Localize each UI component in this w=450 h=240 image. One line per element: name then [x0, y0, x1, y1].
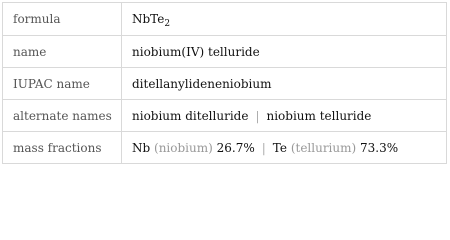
element-symbol: Te — [272, 140, 287, 155]
separator: | — [255, 108, 260, 123]
iupac-name-value: ditellanylideneniobium — [122, 68, 447, 100]
row-label: IUPAC name — [3, 68, 122, 100]
element-name: (tellurium) — [290, 140, 357, 155]
formula-base: NbTe — [132, 12, 165, 26]
element-symbol: Nb — [132, 140, 151, 155]
formula-value — [122, 3, 447, 36]
mass-percent: 73.3% — [360, 140, 399, 155]
row-label: formula — [3, 3, 122, 36]
table-row-iupac-name — [3, 68, 447, 100]
properties-table — [2, 2, 447, 164]
element-name: (niobium) — [154, 140, 213, 155]
table-row-name — [3, 36, 447, 68]
table-row-alternate-names — [3, 100, 447, 132]
separator: | — [261, 140, 266, 155]
mass-fractions-value — [122, 132, 447, 164]
name-value: niobium(IV) telluride — [122, 36, 447, 68]
row-label: alternate names — [3, 100, 122, 132]
alternate-name: niobium telluride — [266, 108, 372, 123]
row-label: name — [3, 36, 122, 68]
alternate-names-value — [122, 100, 447, 132]
alternate-name: niobium ditelluride — [132, 108, 249, 123]
row-label: mass fractions — [3, 132, 122, 164]
formula-subscript: 2 — [164, 19, 171, 29]
table-row-formula — [3, 3, 447, 36]
mass-percent: 26.7% — [216, 140, 255, 155]
table-row-mass-fractions — [3, 132, 447, 164]
